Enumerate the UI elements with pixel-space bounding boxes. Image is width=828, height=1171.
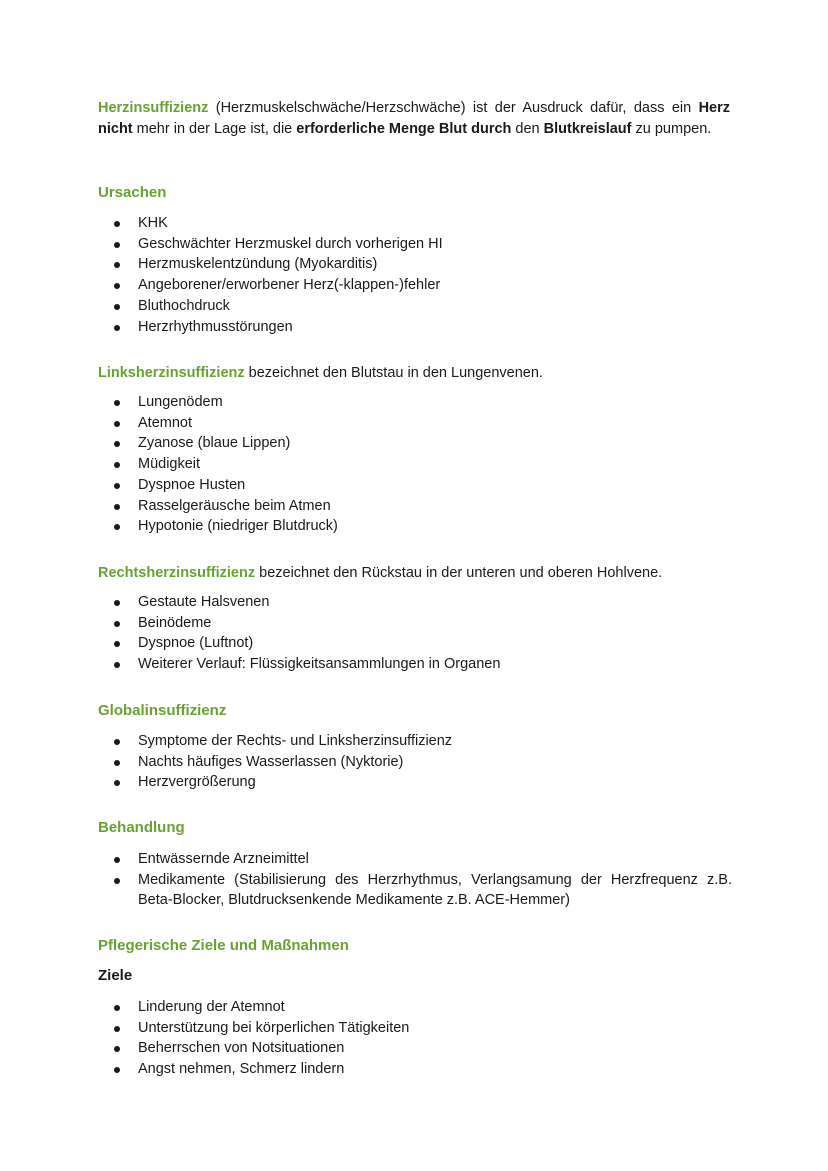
list-item-text: Nachts häufiges Wasserlassen (Nyktorie) — [138, 753, 404, 770]
list-item-text: Hypotonie (niedriger Blutdruck) — [138, 518, 338, 535]
list-item — [0, 654, 732, 675]
bullet-icon — [114, 283, 120, 289]
behandlung-list — [0, 849, 732, 911]
list-item — [0, 392, 732, 413]
list-item — [0, 254, 732, 275]
intro-bold-3: Blutkreislauf — [543, 121, 632, 137]
intro-text-2: mehr in der Lage ist, die — [132, 121, 297, 137]
list-item-text: Weiterer Verlauf: Flüssigkeitsansammlungen in Organen — [138, 656, 501, 673]
behandlung-heading: Behandlung — [98, 819, 185, 836]
bullet-icon — [114, 760, 120, 766]
list-item — [0, 317, 732, 338]
bullet-icon — [114, 1005, 120, 1011]
intro-bold-2: erforderliche Menge Blut durch — [296, 121, 512, 137]
bullet-icon — [114, 242, 120, 248]
list-item — [0, 849, 732, 870]
list-item — [0, 475, 732, 496]
bullet-icon — [114, 421, 120, 427]
pflege-heading: Pflegerische Ziele und Maßnahmen — [98, 937, 349, 954]
bullet-icon — [114, 878, 120, 884]
links-text: bezeichnet den Blutstau in den Lungenvenen. — [244, 365, 543, 381]
ursachen-list — [0, 213, 732, 337]
list-item-text: Müdigkeit — [138, 456, 201, 473]
bullet-icon — [114, 1026, 120, 1032]
bullet-icon — [114, 221, 120, 227]
list-item — [0, 633, 732, 654]
bullet-icon — [114, 641, 120, 647]
list-item — [0, 613, 732, 634]
list-item-text: Linderung der Atemnot — [138, 999, 285, 1015]
list-item-text: Herzvergrößerung — [138, 774, 256, 791]
intro-text-3: den — [511, 121, 544, 137]
links-paragraph — [98, 363, 738, 384]
bullet-icon — [114, 483, 120, 489]
list-item — [0, 1018, 732, 1039]
list-item — [0, 1038, 732, 1059]
bullet-icon — [114, 462, 120, 468]
intro-term: Herzinsuffizienz — [98, 100, 209, 116]
bullet-icon — [114, 524, 120, 530]
list-item-text: Entwässernde Arzneimittel — [138, 851, 309, 867]
list-item-text: Angst nehmen, Schmerz lindern — [138, 1061, 345, 1078]
list-item-text: Dyspnoe Husten — [138, 476, 246, 493]
intro-bold-1: Herz nicht — [98, 100, 730, 137]
list-item — [0, 433, 732, 454]
list-item — [0, 1059, 732, 1080]
intro-paragraph — [98, 98, 730, 140]
rechts-paragraph — [98, 563, 738, 584]
bullet-icon — [114, 857, 120, 863]
list-item — [0, 454, 732, 475]
global-heading: Globalinsuffizienz — [98, 702, 227, 719]
bullet-icon — [114, 739, 120, 745]
list-item-text: Beherrschen von Notsituationen — [138, 1040, 345, 1057]
list-item-text: KHK — [138, 215, 168, 231]
bullet-icon — [114, 262, 120, 268]
list-item-text: Symptome der Rechts- und Linksherzinsuffizienz — [138, 733, 453, 749]
list-item — [0, 516, 732, 537]
list-item — [0, 870, 732, 911]
rechts-text: bezeichnet den Rückstau in der unteren und oberen Hohlvene. — [255, 565, 663, 581]
links-list — [0, 392, 732, 537]
list-item-text: Rasselgeräusche beim Atmen — [138, 497, 331, 514]
global-list — [0, 731, 732, 793]
list-item-text: Geschwächter Herzmuskel durch vorherigen HI — [138, 235, 443, 252]
links-term: Linksherzinsuffizienz — [98, 365, 245, 381]
intro-text-1: (Herzmuskelschwäche/Herzschwäche) ist der Ausdruck dafür, dass ein — [208, 100, 699, 116]
list-item — [0, 731, 732, 752]
bullet-icon — [114, 441, 120, 447]
list-item — [0, 752, 732, 773]
ziele-list — [0, 997, 732, 1080]
rechts-list — [0, 592, 732, 675]
list-item-text: Angeborener/erworbener Herz(-klappen-)fehler — [138, 277, 441, 294]
bullet-icon — [114, 1046, 120, 1052]
list-item — [0, 213, 732, 234]
ziele-subheading: Ziele — [98, 967, 133, 984]
list-item-text: Dyspnoe (Luftnot) — [138, 635, 254, 652]
list-item-text: Herzmuskelentzündung (Myokarditis) — [138, 256, 378, 273]
list-item-text: Bluthochdruck — [138, 297, 230, 314]
list-item — [0, 772, 732, 793]
list-item — [0, 234, 732, 255]
list-item-text: Lungenödem — [138, 394, 223, 410]
list-item — [0, 592, 732, 613]
intro-text-4: zu pumpen. — [631, 121, 712, 137]
list-item — [0, 413, 732, 434]
bullet-icon — [114, 304, 120, 310]
bullet-icon — [114, 1067, 120, 1073]
bullet-icon — [114, 662, 120, 668]
list-item-text: Atemnot — [138, 414, 192, 431]
list-item — [0, 275, 732, 296]
list-item-text: Gestaute Halsvenen — [138, 594, 270, 610]
ursachen-heading: Ursachen — [98, 184, 167, 201]
bullet-icon — [114, 504, 120, 510]
bullet-icon — [114, 621, 120, 627]
bullet-icon — [114, 600, 120, 606]
list-item-text: Herzrhythmusstörungen — [138, 318, 293, 335]
list-item — [0, 296, 732, 317]
rechts-term: Rechtsherzinsuffizienz — [98, 565, 256, 581]
list-item-text: Beinödeme — [138, 614, 212, 631]
list-item-text: Medikamente (Stabilisierung des Herzrhythmus, Verlangsamung der Herzfrequenz z.B. Beta-Blocker, Blutdrucksenkende Medikamente z.B. ACE-Hemmer) — [138, 871, 732, 909]
bullet-icon — [114, 325, 120, 331]
list-item-text: Zyanose (blaue Lippen) — [138, 435, 291, 452]
bullet-icon — [114, 780, 120, 786]
list-item — [0, 997, 732, 1018]
list-item-text: Unterstützung bei körperlichen Tätigkeiten — [138, 1019, 410, 1036]
bullet-icon — [114, 400, 120, 406]
list-item — [0, 496, 732, 517]
